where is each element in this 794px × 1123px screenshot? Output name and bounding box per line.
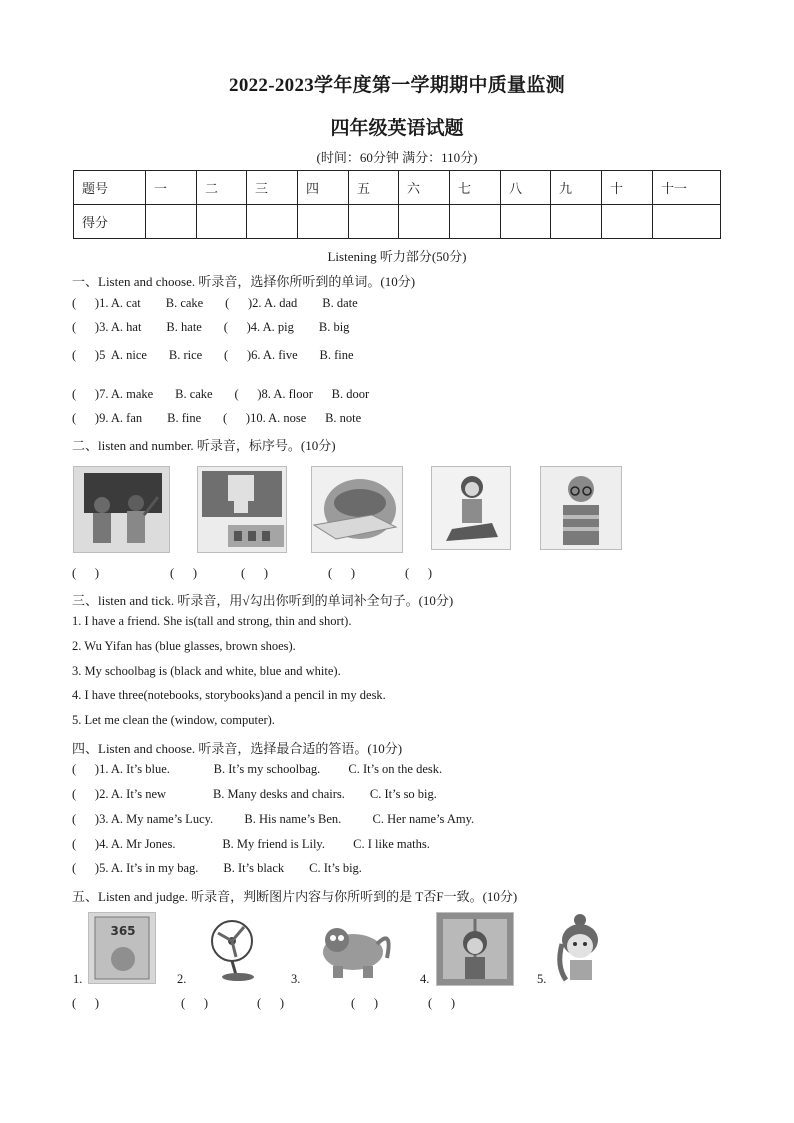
score-input-cell[interactable] [399,205,450,239]
section2-answer-blank[interactable]: ( ) [328,566,356,580]
score-input-cell[interactable] [450,205,501,239]
picture-electric-fan [192,915,264,983]
score-input-cell[interactable] [146,205,197,239]
picture-girl-sitting [431,466,511,550]
section1-heading: 一、Listen and choose. 听录音，选择你所听到的单词。(10分) [72,274,416,289]
section1-line: ( )9. A. fan B. fine ( )10. A. nose B. note [72,411,362,425]
section2-answer-blank[interactable]: ( ) [405,566,433,580]
score-input-cell[interactable] [602,205,653,239]
table-cell: 九 [551,171,602,205]
section4-heading: 四、Listen and choose. 听录音，选择最合适的答语。(10分) [72,741,403,756]
section5-answer-blank[interactable]: ( ) [351,996,379,1010]
score-input-cell[interactable] [653,205,721,239]
table-cell: 十一 [653,171,721,205]
listening-heading: Listening 听力部分(50分) [327,249,467,264]
score-input-cell[interactable] [247,205,298,239]
section4-line: ( )3. A. My name’s Lucy. B. His name’s Ben. C. Her name’s Amy. [72,812,475,826]
section2-answer-blank[interactable]: ( ) [72,566,100,580]
picture-number: 2. [177,972,187,986]
table-cell: 二 [197,171,247,205]
section2-answer-blank[interactable]: ( ) [170,566,198,580]
section5-heading: 五、Listen and judge. 听录音，判断图片内容与你所听到的是 T否F一致。(10分) [72,889,518,904]
score-table-header-row [74,171,721,205]
score-table-score-row [74,205,721,239]
section3-line: 2. Wu Yifan has (blue glasses, brown shoes). [72,639,296,653]
exam-subtitle: 四年级英语试题 [330,118,464,139]
section3-heading: 三、listen and tick. 听录音，用√勾出你听到的单词补全句子。(10分) [72,593,454,608]
section1-line: ( )1. A. cat B. cake ( )2. A. dad B. date [72,296,358,310]
score-input-cell[interactable] [551,205,602,239]
section5-answer-blank[interactable]: ( ) [181,996,209,1010]
section4-line: ( )2. A. It’s new B. Many desks and chairs. C. It’s so big. [72,787,437,801]
section1-line: ( )3. A. hat B. hate ( )4. A. pig B. big [72,320,350,334]
section4-line: ( )5. A. It’s in my bag. B. It’s black C. It’s big. [72,861,362,875]
table-cell: 六 [399,171,450,205]
score-table [73,170,721,239]
table-cell: 得分 [74,205,146,239]
exam-title: 2022-2023学年度第一学期期中质量监测 [229,75,565,96]
section3-line: 3. My schoolbag is (black and white, blue and white). [72,664,341,678]
picture-boy-with-glasses [540,466,622,550]
section2-heading: 二、listen and number. 听录音，标序号。(10分) [72,438,336,453]
section3-line: 4. I have three(notebooks, storybooks)and a pencil in my desk. [72,688,386,702]
table-cell: 五 [349,171,399,205]
picture-bag-with-ruler [311,466,403,553]
exam-time-info: (时间：60分钟 满分：110分) [316,150,478,165]
table-cell: 七 [450,171,501,205]
picture-two-kids-at-blackboard [73,466,170,553]
table-cell: 一 [146,171,197,205]
section4-line: ( )4. A. Mr Jones. B. My friend is Lily. C. I like maths. [72,837,430,851]
table-cell: 四 [298,171,349,205]
table-cell: 三 [247,171,298,205]
table-cell: 十 [602,171,653,205]
picture-girl-with-braid [552,910,614,984]
picture-number: 4. [420,972,430,986]
score-input-cell[interactable] [298,205,349,239]
section2-answer-blank[interactable]: ( ) [241,566,269,580]
section1-line: ( )7. A. make B. cake ( )8. A. floor B. door [72,387,370,401]
picture-window-building [197,466,287,553]
score-input-cell[interactable] [501,205,551,239]
picture-number: 5. [537,972,547,986]
score-input-cell[interactable] [349,205,399,239]
score-input-cell[interactable] [197,205,247,239]
picture-cartoon-cat [307,918,397,982]
table-cell: 题号 [74,171,146,205]
book-365-label: 365 [110,924,136,938]
section1-line: ( )5 A. nice B. rice ( )6. A. five B. fine [72,348,354,362]
section5-answer-blank[interactable]: ( ) [257,996,285,1010]
picture-book-365 [88,912,156,984]
section4-line: ( )1. A. It’s blue. B. It’s my schoolbag. C. It’s on the desk. [72,762,443,776]
section3-line: 5. Let me clean the (window, computer). [72,713,275,727]
table-cell: 八 [501,171,551,205]
section3-line: 1. I have a friend. She is(tall and strong, thin and short). [72,614,352,628]
picture-number: 3. [291,972,301,986]
section5-answer-blank[interactable]: ( ) [428,996,456,1010]
picture-number: 1. [73,972,83,986]
section5-answer-blank[interactable]: ( ) [72,996,100,1010]
picture-boy-at-window [436,912,514,986]
